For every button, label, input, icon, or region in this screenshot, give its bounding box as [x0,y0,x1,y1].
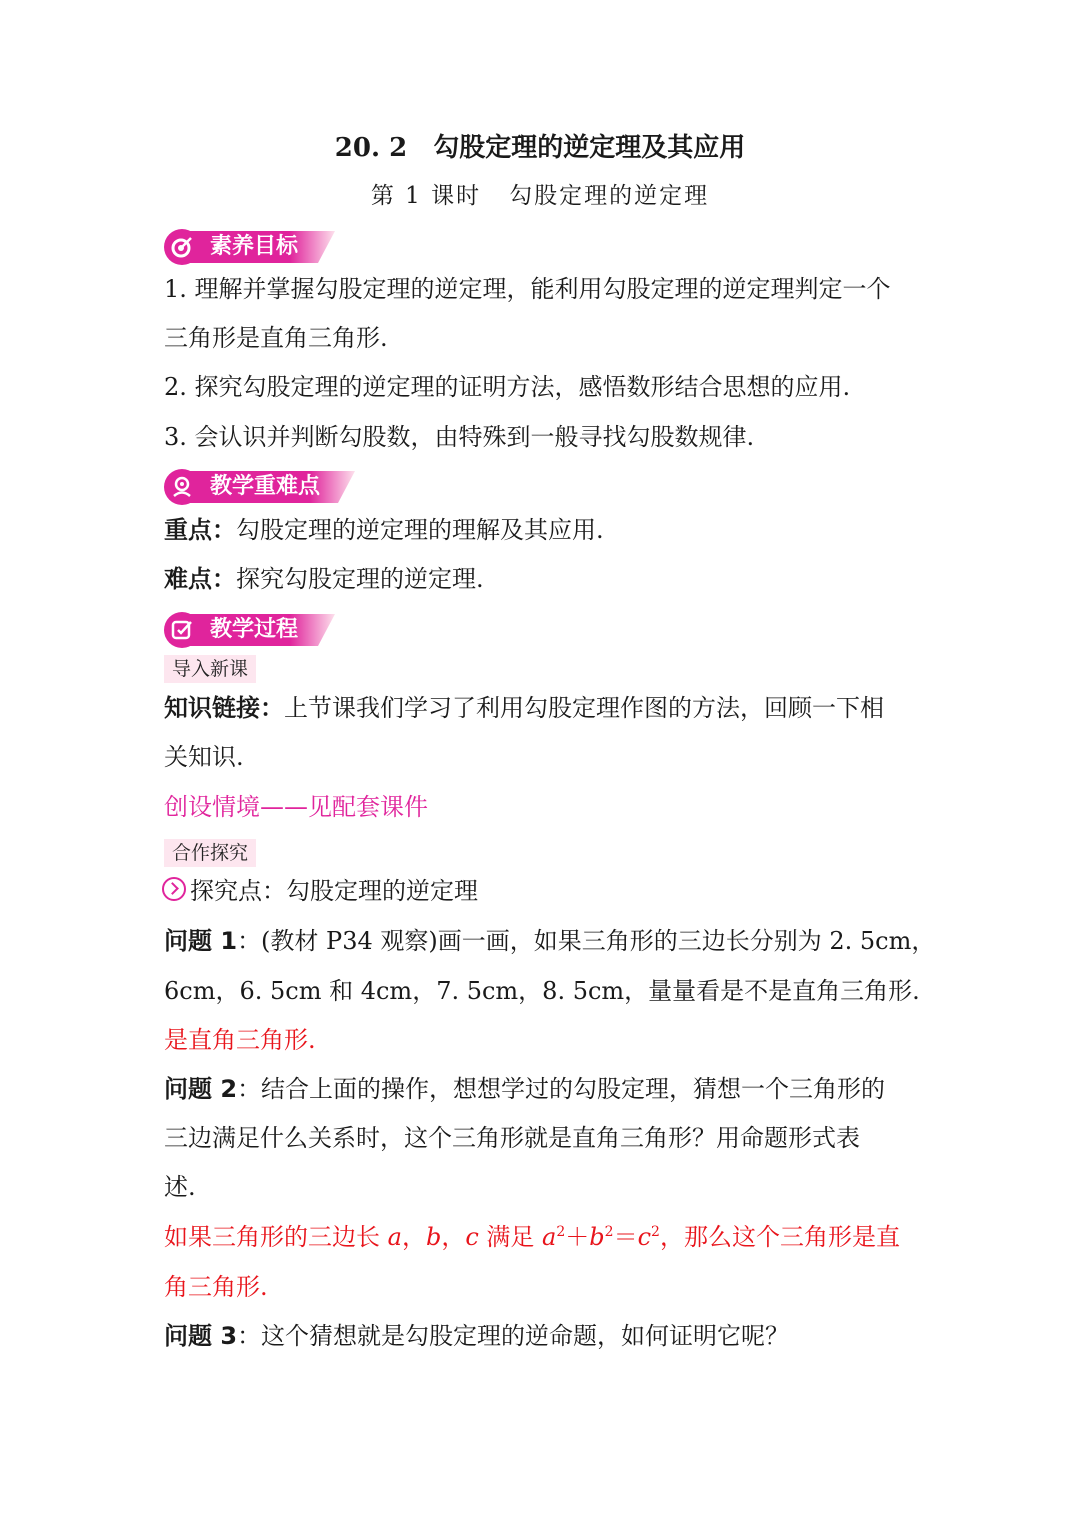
explore-point-text: 探究点：勾股定理的逆定理 [190,877,478,905]
question-3-label: 问题 3 [164,1322,238,1350]
separator: ， [401,1223,426,1251]
goal-line-2: 三角形是直角三角形. [164,324,388,352]
difficult-point-label: 难点： [164,565,236,593]
heading-keys-text: 教学重难点 [210,474,321,499]
exponent: 2 [651,1224,660,1240]
goal-line-3: 2. 探究勾股定理的逆定理的证明方法，感悟数形结合思想的应用. [164,373,851,401]
edit-check-icon [164,612,200,648]
key-point-text: 勾股定理的逆定理的理解及其应用. [236,516,604,544]
section-number: 20. 2 [334,133,408,163]
heading-process-text: 教学过程 [210,617,299,642]
question-1-label: 问题 1 [164,927,238,955]
var-c: c [465,1223,479,1251]
question-2-label: 问题 2 [164,1075,238,1103]
explore-point [162,874,478,908]
exponent: 2 [604,1224,614,1240]
knowledge-link-line-2: 关知识. [164,743,244,771]
answer-1: 是直角三角形. [164,1026,316,1054]
key-point-line [164,513,604,547]
answer-2-line-2: 角三角形. [164,1273,268,1301]
difficult-point-text: 探究勾股定理的逆定理. [236,565,484,593]
question-2-line-3: 述. [164,1173,196,1201]
formula-c: c [637,1223,652,1251]
question-2-line-1 [164,1072,885,1106]
key-point-label: 重点： [164,516,236,544]
lesson-topic: 勾股定理的逆定理 [509,183,710,209]
answer-2-text: 如果三角形的三边长 [164,1223,388,1251]
var-a: a [387,1223,402,1251]
target-icon [164,229,200,265]
question-1-line-1 [164,924,935,958]
knowledge-link-line-1 [164,691,884,725]
question-3-text: ：这个猜想就是勾股定理的逆命题，如何证明它呢？ [237,1322,790,1350]
question-3-line [164,1319,789,1353]
formula-b: b [589,1223,605,1251]
lesson-number: 第 1 课时 [370,183,482,209]
exponent: 2 [556,1224,566,1240]
coop-badge: 合作探究 [164,839,256,867]
chevron-right-icon [162,877,186,901]
goal-line-4: 3. 会认识并判断勾股数，由特殊到一般寻找勾股数规律. [164,423,755,451]
intro-badge: 导入新课 [164,655,256,683]
person-pin-icon [164,469,200,505]
scenario-link: 创设情境——见配套课件 [164,793,428,821]
heading-goals-text: 素养目标 [210,234,299,259]
formula-a: a [542,1223,557,1251]
knowledge-link-text: 上节课我们学习了利用勾股定理作图的方法，回顾一下相 [284,694,884,722]
question-2-text: ：结合上面的操作，想想学过的勾股定理，猜想一个三角形的 [237,1075,886,1103]
goal-line-1: 1. 理解并掌握勾股定理的逆定理，能利用勾股定理的逆定理判定一个 [164,275,891,303]
section-title: 勾股定理的逆定理及其应用 [433,133,746,163]
equals-sign: ＝ [613,1223,638,1251]
separator: ， [441,1223,466,1251]
question-2-line-2: 三边满足什么关系时，这个三角形就是直角三角形？用命题形式表 [164,1124,860,1152]
answer-2-line-1 [164,1220,900,1254]
question-1-text: ：(教材 P34 观察)画一画，如果三角形的三边长分别为 2. 5cm， [237,927,936,955]
answer-2-text: 满足 [478,1223,543,1251]
answer-2-text: ，那么这个三角形是直 [659,1223,900,1251]
difficult-point-line [164,562,484,596]
var-b: b [425,1223,442,1251]
knowledge-link-label: 知识链接： [164,694,284,722]
question-1-line-2: 6cm，6. 5cm 和 4cm，7. 5cm，8. 5cm，量量看是不是直角三角形. [164,977,920,1005]
plus-sign: ＋ [565,1223,590,1251]
page-title [0,130,1080,166]
lesson-subtitle [0,180,1080,212]
